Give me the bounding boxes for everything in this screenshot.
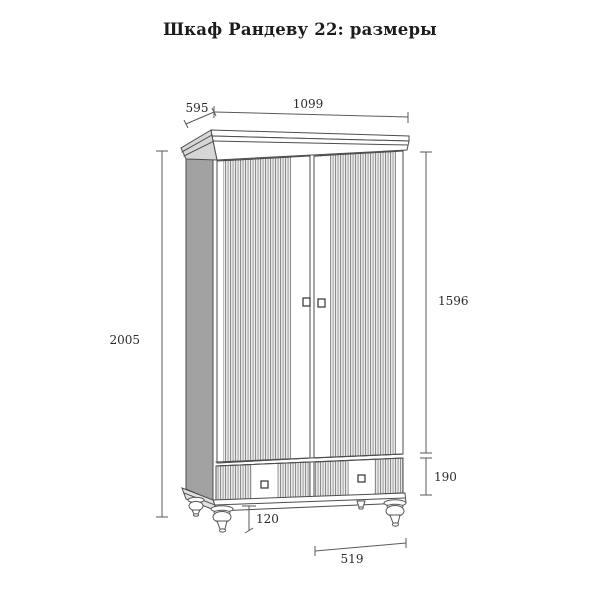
wardrobe-drawing	[181, 130, 409, 532]
right-drawer	[314, 458, 403, 497]
right-drawer-knob	[358, 475, 365, 482]
back-left-foot	[188, 497, 204, 516]
dim-label-leg-height: 120	[256, 512, 279, 526]
dimension-depth	[184, 101, 216, 128]
dim-label-depth: 595	[185, 101, 209, 115]
right-door	[314, 151, 403, 458]
dimension-drawer-section-height	[420, 458, 457, 495]
dimension-width	[214, 97, 408, 123]
dim-label-drawer-width: 519	[340, 552, 364, 566]
left-door-handle	[303, 298, 310, 306]
dim-label-width: 1099	[292, 97, 324, 111]
right-door-handle	[318, 299, 325, 307]
left-drawer-knob	[261, 481, 268, 488]
dimension-door-section-height	[420, 152, 469, 453]
side-panel	[186, 150, 213, 501]
dim-label-drawer-section-height: 190	[434, 470, 457, 484]
left-door	[217, 156, 310, 463]
dimension-drawer-width	[315, 538, 406, 566]
left-drawer	[216, 462, 310, 501]
back-right-foot	[357, 501, 365, 509]
dimension-height	[109, 151, 168, 517]
dim-label-height: 2005	[109, 333, 140, 347]
page-title: Шкаф Рандеву 22: размеры	[163, 20, 437, 39]
dim-label-door-section-height: 1596	[438, 294, 469, 308]
front-right-foot	[384, 500, 406, 526]
front-left-foot	[211, 506, 233, 532]
